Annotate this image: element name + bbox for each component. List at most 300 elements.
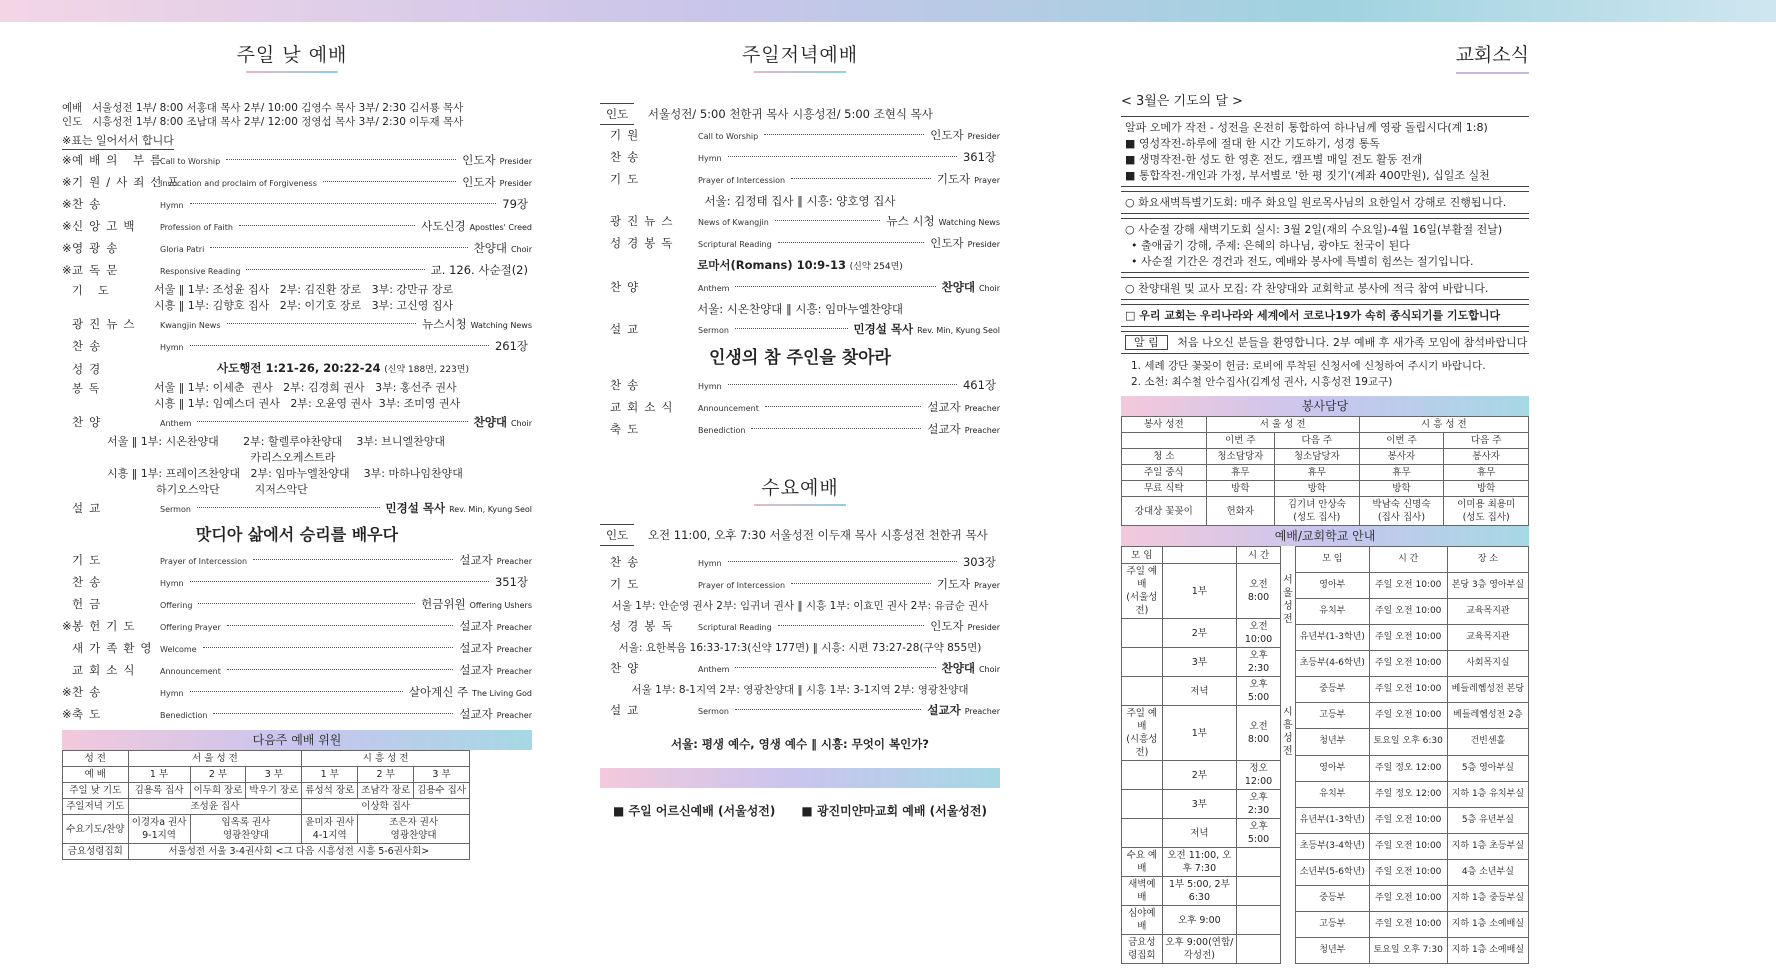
order-right-text: 사도신경 (421, 219, 466, 233)
table-cell: 저녁 (1162, 677, 1236, 706)
table-cell: 중등부 (1296, 885, 1370, 911)
welcome-text: 처음 나오신 분들을 환영합니다. 2부 예배 후 새가족 모임에 참석바랍니다 (1177, 336, 1528, 349)
table-cell: 금요성령집회 (1122, 935, 1163, 964)
table-cell: 조성윤 집사 (128, 799, 302, 815)
table-cell: 2 부 (358, 767, 414, 783)
welcome-tag: 알 림 (1125, 335, 1168, 350)
footer-right: ■ 광진미얀마교회 예배 (서울성전) (801, 804, 987, 818)
order-row (600, 147, 1000, 169)
text-line: ■ 생명작전-한 성도 한 영혼 전도, 캠프별 매일 전도 활동 전개 (1125, 153, 1423, 166)
dots (190, 691, 403, 692)
table-cell: 모 임 (1296, 547, 1370, 573)
table-cell (1237, 906, 1281, 935)
order-right-text: 찬양대 (941, 280, 975, 294)
table-row (1296, 651, 1529, 677)
dots (203, 647, 454, 648)
dots (775, 220, 881, 221)
table-cell: 휴무 (1274, 465, 1359, 481)
order-right (474, 412, 532, 434)
order-right (459, 638, 532, 660)
order-right-text: 설교자 (459, 707, 493, 721)
table-cell: 청년부 (1296, 937, 1370, 963)
scripture-note: (신약 188면, 223면) (384, 365, 469, 375)
table-cell: 오후 9:00 (1162, 906, 1236, 935)
table-cell: 사회목지실 (1447, 651, 1528, 677)
table-cell (1237, 935, 1281, 964)
dots (735, 328, 848, 329)
table-cell: 주일 오전 10:00 (1369, 703, 1447, 729)
stand-mark: ※ (62, 175, 72, 189)
table-cell: 청 소 (1122, 449, 1207, 465)
table-cell: 주일 오전 10:00 (1369, 573, 1447, 599)
order-label: 기도 (610, 172, 645, 186)
column-church-news (1121, 40, 1529, 964)
table-cell: 3 부 (414, 767, 470, 783)
order-label: 찬송 (610, 378, 645, 392)
dots (778, 242, 925, 243)
order-right (422, 314, 532, 336)
order-row (600, 233, 1000, 255)
side-label-siheung: 시흥성전 (1283, 707, 1293, 757)
column-sunday-day-worship (62, 40, 532, 860)
order-right (930, 125, 1000, 147)
next-week-band: 다음주 예배 위원 (62, 730, 532, 750)
order-row (62, 238, 532, 260)
table-cell: 오후 2:30 (1237, 790, 1281, 819)
order-right (386, 498, 532, 520)
text-line: 카리스오케스트라 (107, 451, 336, 464)
order-right (431, 260, 532, 282)
table-cell: 베들레헴성전 본당 (1447, 677, 1528, 703)
anthem-line: 서울: 시온찬양대 ‖ 시흥: 임마누엘찬양대 (697, 302, 903, 316)
order-right-text: 설교자 (459, 641, 493, 655)
order-right-en: Presider (967, 240, 1000, 249)
order-label: 설교 (610, 703, 645, 717)
lead-tag: 인도 (600, 103, 634, 125)
order-right-en: Choir (978, 665, 1000, 674)
table-cell: 윤미자 권사 4-1지역 (302, 815, 358, 844)
wed-lead-text: 오전 11:00, 오후 7:30 서울성전 이두재 목사 시흥성전 천한귀 목사 (647, 528, 988, 542)
order-right-en: Choir (978, 284, 1000, 293)
wed-sermon-title: 서울: 평생 예수, 영생 예수 ‖ 시흥: 무엇이 복인가? (671, 737, 929, 751)
order-label: 축도 (72, 707, 107, 721)
table-cell: 청년부 (1296, 729, 1370, 755)
order-right-text: 인도자 (462, 175, 496, 189)
education-tables (1121, 546, 1529, 964)
order-right-en: Choir (510, 245, 532, 254)
table-row (1122, 819, 1281, 848)
order-right-text: 설교자 (459, 619, 493, 633)
header-tag: 인도 (62, 116, 83, 128)
education-band: 예배/교회학교 안내 (1121, 526, 1529, 546)
table-cell: 교육목지관 (1447, 625, 1528, 651)
table-cell: 조남각 장로 (358, 783, 414, 799)
table-cell: 조은자 권사 영광찬양대 (358, 815, 470, 844)
table-cell: 고등부 (1296, 911, 1370, 937)
order-right (963, 147, 1000, 169)
order-label-en: Benediction (160, 711, 208, 720)
table-cell: 금요성령집회 (63, 844, 129, 860)
table-cell: 건빈센홀 (1447, 729, 1528, 755)
table-cell: 소년부(5-6학년) (1296, 859, 1370, 885)
order-right-en: Presider (967, 623, 1000, 632)
order-right (459, 704, 532, 726)
month-title: < 3월은 기도의 달 > (1121, 94, 1243, 109)
dots (190, 345, 489, 346)
dots (778, 625, 925, 626)
order-right-en: Rev. Min, Kyung Seol (449, 505, 532, 514)
table-cell: 방학 (1274, 481, 1359, 497)
order-right-text: 살아계신 주 (408, 685, 469, 699)
table-cell: 2부 (1162, 619, 1236, 648)
wed-scripture: 서울: 요한복음 16:33-17:3(신약 177면) ‖ 시흥: 시편 73:27-28(구약 855면) (618, 642, 982, 654)
sermon-row (600, 319, 1000, 341)
order-label-en: Profession of Faith (160, 223, 233, 232)
footer-band (600, 768, 1000, 788)
table-cell: 저녁 (1162, 819, 1236, 848)
table-row (1122, 790, 1281, 819)
stand-mark: ※ (62, 619, 72, 633)
table-cell: 유년부(1-3학년) (1296, 807, 1370, 833)
table-row (1296, 547, 1529, 573)
order-row (600, 552, 1000, 574)
reading-label: 봉독 (72, 382, 106, 395)
stand-mark: ※ (62, 685, 72, 699)
text-line: ■ 통합작전-개인과 가정, 부서별로 '한 평 짓기'(계좌 400만원), 십일조 실천 (1125, 169, 1490, 182)
table-cell (1162, 547, 1236, 564)
text-line: 서울 ‖ 1부: 조성윤 집사 2부: 김진환 장로 3부: 강만규 장로 (154, 283, 454, 296)
order-label-en: Responsive Reading (160, 267, 241, 276)
table-cell: 서 울 성 전 (128, 751, 302, 767)
table-cell: 오후 2:30 (1237, 648, 1281, 677)
table-cell: 무료 식탁 (1122, 481, 1207, 497)
table-cell (1122, 819, 1163, 848)
table-row (1122, 497, 1529, 526)
order-right-en: Preacher (496, 623, 532, 632)
order-right-text: 303장 (962, 555, 996, 569)
table-row (1122, 417, 1529, 433)
reading-lines (154, 380, 460, 412)
table-cell: 김용수 집사 (414, 783, 470, 799)
text-line: • 사순절 기간은 경건과 전도, 예배와 봉사에 특별히 힘쓰는 절기입니다. (1131, 255, 1474, 268)
order-list-2 (62, 314, 532, 358)
table-cell: 방학 (1359, 481, 1444, 497)
order-right (459, 550, 532, 572)
order-right (462, 150, 532, 172)
table-cell: 이두희 장로 (190, 783, 246, 799)
bullet-list (1125, 136, 1525, 184)
wed-prayer: 서울 1부: 안순영 권사 2부: 임귀녀 권사 ‖ 시흥 1부: 이효민 권사 2부: 유금순 권사 (611, 600, 989, 612)
order-label-en: Prayer of Intercession (698, 581, 786, 590)
order-label: 찬송 (72, 197, 107, 211)
order-right-text: 인도자 (930, 236, 964, 250)
stand-mark: ※ (62, 263, 72, 277)
news-2-title: ○ 사순절 강해 새벽기도회 실시: 3월 2일(재의 수요일)-4월 16일(부활절 전날) (1125, 223, 1503, 236)
order-label: 신앙고백 (72, 219, 141, 233)
table-cell: 이경자a 권사 9-1지역 (128, 815, 190, 844)
table-cell: 주일 오전 10:00 (1369, 859, 1447, 885)
table-cell: 1 부 (302, 767, 358, 783)
order-list-3 (62, 550, 532, 726)
order-row (62, 498, 532, 520)
table-cell: 오후 9:00(연합/각성전) (1162, 935, 1236, 964)
dots (728, 384, 957, 385)
table-cell: 오전 8:00 (1237, 564, 1281, 619)
table-cell: 교육목지관 (1447, 599, 1528, 625)
dots (198, 603, 415, 604)
order-label: 교독문 (72, 263, 124, 277)
prayer-block (62, 282, 532, 314)
scripture-note: (신약 254면) (849, 262, 903, 272)
order-right (886, 211, 1000, 233)
table-cell: 성 전 (63, 751, 129, 767)
order-right (495, 572, 532, 594)
table-cell: 주일 오전 10:00 (1369, 833, 1447, 859)
table-cell: 청소담당자 (1274, 449, 1359, 465)
table-cell: 시 흥 성 전 (1359, 417, 1528, 433)
wednesday-title: 수요예배 (675, 473, 925, 506)
table-cell: 김기녀 안상숙 (성도 집사) (1274, 497, 1359, 526)
order-list (62, 150, 532, 282)
order-row (600, 397, 1000, 419)
order-label-en: Welcome (160, 645, 197, 654)
dots (190, 203, 497, 204)
table-cell: 주일 오전 10:00 (1369, 625, 1447, 651)
order-right (963, 375, 1000, 397)
text-line: 시흥 ‖ 1부: 프레이즈찬양대 2부: 임마누엘찬양대 3부: 마하나임찬양대 (107, 467, 463, 480)
news-1: ○ 화요새벽특별기도회: 매주 화요일 원로목사님의 요한일서 강해로 진행됩니다. (1121, 191, 1529, 214)
order-right-text: 찬양대 (473, 241, 507, 255)
order-right (421, 594, 532, 616)
order-right (930, 616, 1000, 638)
dots (227, 625, 454, 626)
note-line: 2. 소천: 최수철 안수집사(김계성 권사, 시흥성전 19교구) (1131, 376, 1393, 388)
header-text: 시흥성전 1부/ 8:00 조남대 목사 2부/ 12:00 정영섭 목사 3부/ 2:30 이두재 목사 (92, 116, 464, 128)
table-cell: 봉사 성전 (1122, 417, 1207, 433)
order-right-text: 교. 126. 사순절(2) (430, 263, 528, 277)
news-4: □ 우리 교회는 우리나라와 세계에서 코로나19가 속히 종식되기를 기도합니다 (1121, 304, 1529, 327)
table-cell: 이상학 집사 (302, 799, 470, 815)
order-label: 예배의 부름 (72, 153, 168, 167)
order-right (937, 169, 1000, 191)
notes-list (1121, 354, 1529, 394)
table-cell: 정오 12:00 (1237, 761, 1281, 790)
stand-mark: ※ (62, 197, 72, 211)
table-row (1122, 648, 1281, 677)
section-title: 교회소식 (1456, 40, 1529, 74)
table-row (1296, 755, 1529, 781)
order-right-en: Presider (967, 132, 1000, 141)
table-cell: 유년부(1-3학년) (1296, 625, 1370, 651)
news-2-lines (1125, 238, 1525, 270)
table-cell: 이번 주 (1359, 433, 1444, 449)
dots (735, 709, 921, 710)
table-cell: 영아부 (1296, 755, 1370, 781)
order-label: 찬송 (72, 685, 107, 699)
prayer-month-box (1121, 116, 1529, 187)
order-right (854, 319, 1000, 341)
order-label-en: Sermon (698, 326, 729, 335)
scripture-row (62, 358, 532, 380)
order-right-en: Preacher (496, 667, 532, 676)
table-cell: 시 흥 성 전 (302, 751, 470, 767)
order-row (62, 336, 532, 358)
order-right-en: Preacher (496, 645, 532, 654)
order-right-en: Preacher (964, 404, 1000, 413)
order-label-en: Sermon (698, 707, 729, 716)
table-cell: 주일저녁 기도 (63, 799, 129, 815)
table-cell: 1 부 (128, 767, 190, 783)
order-right (495, 336, 532, 358)
welcome-row (1121, 331, 1529, 354)
order-right (474, 238, 532, 260)
order-right (462, 172, 532, 194)
order-label: 찬양 (610, 661, 645, 675)
table-row (1296, 885, 1529, 911)
table-row (63, 751, 470, 767)
wed-anthem-row (600, 658, 1000, 680)
order-right (927, 397, 1000, 419)
order-label: 설교 (610, 322, 645, 336)
order-label: 봉헌기도 (72, 619, 141, 633)
order-label-en: Hymn (698, 559, 722, 568)
order-row (600, 211, 1000, 233)
order-list (600, 125, 1000, 191)
news-title-wrap (1121, 40, 1529, 74)
order-label-en: Prayer of Intercession (160, 557, 248, 566)
table-row (1296, 677, 1529, 703)
table-row (1122, 935, 1281, 964)
table-cell: 심야예배 (1122, 906, 1163, 935)
reading-block (62, 380, 532, 412)
table-row (63, 815, 470, 844)
table-cell: 유치부 (1296, 599, 1370, 625)
order-row (600, 125, 1000, 147)
order-row (62, 682, 532, 704)
order-label: 영광송 (72, 241, 124, 255)
table-row (1122, 564, 1281, 619)
table-cell: 방학 (1206, 481, 1274, 497)
table-cell (1122, 648, 1163, 677)
order-right-en: Presider (499, 179, 532, 188)
order-label: 교회소식 (610, 400, 679, 414)
table-cell: 토요일 오후 6:30 (1369, 729, 1447, 755)
table-cell: 영아부 (1296, 573, 1370, 599)
table-cell: 3부 (1162, 790, 1236, 819)
table-cell: 주일 오전 10:00 (1369, 807, 1447, 833)
anthem-row (62, 412, 532, 434)
leader-header (62, 101, 532, 129)
order-right-text: 기도자 (936, 172, 971, 186)
table-cell: 봉사자 (1444, 449, 1529, 465)
order-row (600, 319, 1000, 341)
order-right-text: 설교자 (927, 703, 961, 717)
dots (239, 225, 415, 226)
table-row (1296, 573, 1529, 599)
order-label: 찬송 (610, 555, 645, 569)
table-cell: 주일 정오 12:00 (1369, 755, 1447, 781)
table-cell: 휴무 (1206, 465, 1274, 481)
order-row (62, 194, 532, 216)
order-right-text: 설교자 (927, 422, 961, 436)
order-right-en: Preacher (964, 707, 1000, 716)
order-right-en: Presider (499, 157, 532, 166)
order-label-en: Gloria Patri (160, 245, 205, 254)
dots (226, 159, 456, 160)
table-cell: 주일 오전 10:00 (1369, 677, 1447, 703)
order-right-en: Preacher (964, 426, 1000, 435)
order-label-en: Scriptural Reading (698, 240, 772, 249)
table-row (1296, 703, 1529, 729)
table-row (63, 799, 470, 815)
lead-row (600, 103, 1000, 125)
order-right-text: 기도자 (936, 577, 971, 591)
order-row (600, 375, 1000, 397)
order-row (600, 574, 1000, 596)
order-right-text: 인도자 (462, 153, 496, 167)
table-cell (1122, 761, 1163, 790)
table-cell: 휴무 (1359, 465, 1444, 481)
order-label: 찬송 (610, 150, 645, 164)
table-row (1122, 433, 1529, 449)
wed-anthem-line: 서울 1부: 8-1지역 2부: 영광찬양대 ‖ 시흥 1부: 3-1지역 2부: 영광찬양대 (631, 684, 969, 696)
dots (210, 247, 467, 248)
order-right (459, 660, 532, 682)
section-title: 주일저녁예배 (675, 40, 925, 73)
order-label: 찬양 (610, 280, 645, 294)
order-right-en: Rev. Min, Kyung Seol (917, 326, 1000, 335)
order-right (937, 574, 1000, 596)
table-row (1122, 619, 1281, 648)
order-right-text: 뉴스시청 (422, 317, 467, 331)
table-cell: 예 배 (63, 767, 129, 783)
table-cell: 시 간 (1237, 547, 1281, 564)
order-label-en: Invocation and proclaim of Forgiveness (160, 179, 317, 188)
table-cell: 주일 예배 (서울성전) (1122, 564, 1163, 619)
order-label-en: Scriptural Reading (698, 623, 772, 632)
sermon-row (62, 498, 532, 520)
order-label: 새가족환영 (72, 641, 158, 655)
table-cell: 류성석 장로 (302, 783, 358, 799)
order-right-text: 361장 (962, 150, 996, 164)
news-2 (1121, 218, 1529, 273)
table-row (1122, 449, 1529, 465)
table-row (1122, 848, 1281, 877)
table-cell: 서 울 성 전 (1206, 417, 1359, 433)
table-cell: 방학 (1444, 481, 1529, 497)
order-label-en: Announcement (160, 667, 221, 676)
table-cell: 새벽예배 (1122, 877, 1163, 906)
anthem-lines (62, 434, 532, 498)
order-label-en: Offering (160, 601, 193, 610)
order-label: 기도 (610, 577, 645, 591)
dots (246, 269, 424, 270)
sermon-title: 맛디아 삶에서 승리를 배우다 (195, 525, 399, 544)
order-label: 기원/사죄선포 (72, 175, 185, 189)
scripture-label: 성경 (72, 362, 107, 376)
order-label: 교회소식 (72, 663, 141, 677)
order-right (942, 658, 1000, 680)
order-label-en: Anthem (698, 665, 730, 674)
table-cell (1122, 619, 1163, 648)
order-label: 성경봉독 (610, 236, 679, 250)
order-right-text: 설교자 (459, 663, 493, 677)
column-sunday-evening-worship (600, 40, 1000, 819)
scripture-text: 로마서(Romans) 10:9-13 (697, 258, 846, 272)
table-cell: 3부 (1162, 648, 1236, 677)
order-right (502, 194, 532, 216)
order-row (62, 638, 532, 660)
